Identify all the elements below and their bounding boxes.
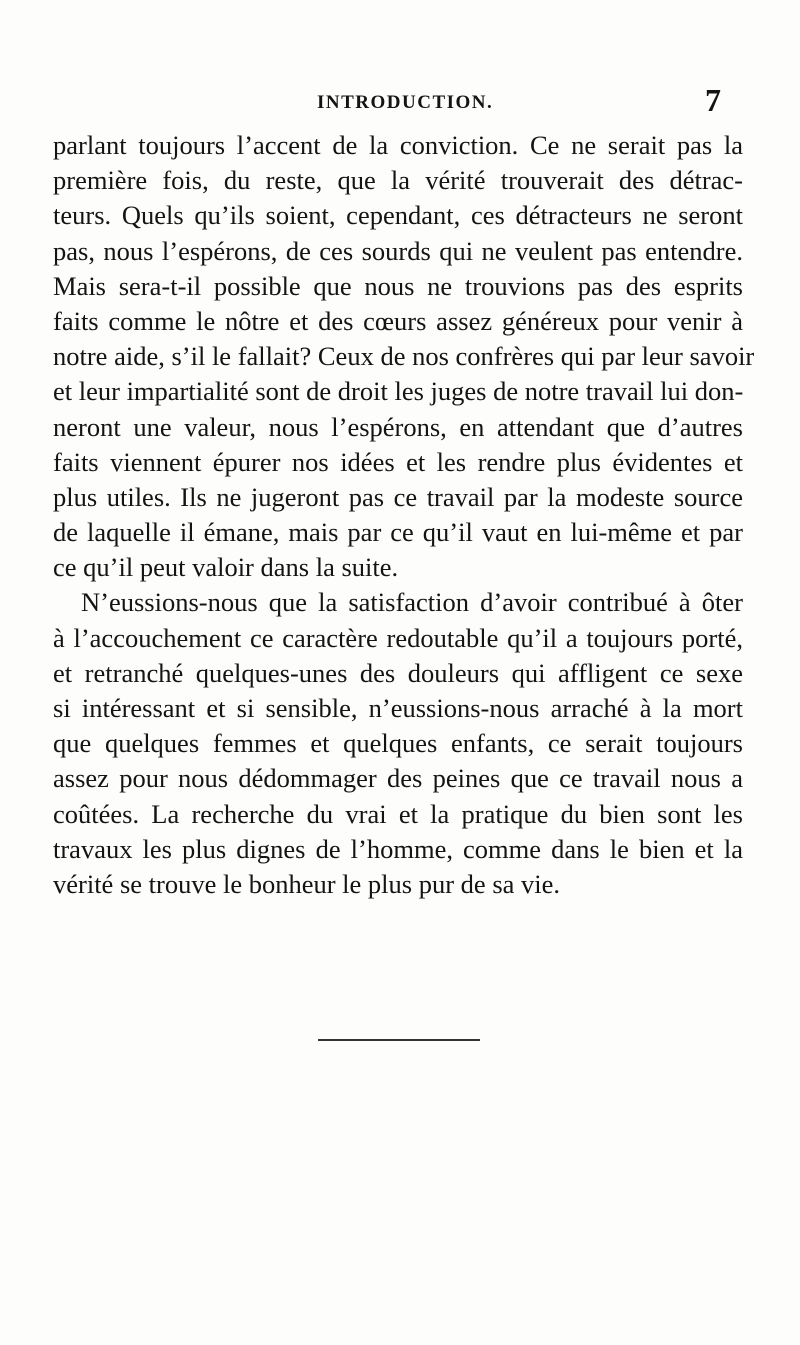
text-line: coûtées. La recherche du vrai et la pratique du bien sont les [53,798,743,829]
running-head [0,84,800,124]
body-text [53,128,755,902]
paragraph-2 [53,585,743,902]
text-line: première fois, du reste, que la vérité trouverait des détrac- [53,165,743,196]
text-line: pas, nous l’espérons, de ces sourds qui ne veulent pas entendre. [53,235,743,266]
end-rule [318,1039,480,1041]
text-line: N’eussions-nous que la satisfaction d’avoir contribué à ôter [81,587,743,618]
text-line: teurs. Quels qu’ils soient, cependant, ces détracteurs ne seront [53,200,743,231]
text-line: assez pour nous dédommager des peines que ce travail nous a [53,763,743,794]
paragraph-1 [53,128,755,585]
text-line: plus utiles. Ils ne jugeront pas ce travail par la modeste source [53,481,743,512]
text-line: notre aide, s’il le fallait? Ceux de nos confrères qui par leur savoir [53,341,755,372]
text-line: faits comme le nôtre et des cœurs assez généreux pour venir à [53,305,743,336]
text-line: et retranché quelques-unes des douleurs qui affligent ce sexe [53,657,743,688]
text-line: ce qu’il peut valoir dans la suite. [53,552,399,583]
page-number: 7 [705,82,721,118]
text-line: à l’accouchement ce caractère redoutable qu’il a toujours porté, [53,622,743,653]
text-line: de laquelle il émane, mais par ce qu’il vaut en lui-même et par [53,517,743,548]
text-line: Mais sera-t-il possible que nous ne trouvions pas des esprits [53,270,743,301]
text-line: si intéressant et si sensible, n’eussions-nous arraché à la mort [53,693,743,723]
text-line: que quelques femmes et quelques enfants, ce serait toujours [53,728,743,759]
running-title: INTRODUCTION. [317,92,494,113]
text-line: neront une valeur, nous l’espérons, en attendant que d’autres [53,411,743,442]
text-line: parlant toujours l’accent de la conviction. Ce ne serait pas la [53,130,743,160]
text-line: et leur impartialité sont de droit les juges de notre travail lui don- [53,376,744,407]
text-line: faits viennent épurer nos idées et les rendre plus évidentes et [53,446,743,477]
text-line: vérité se trouve le bonheur le plus pur de sa vie. [53,868,561,899]
text-line: travaux les plus dignes de l’homme, comme dans le bien et la [53,833,743,864]
